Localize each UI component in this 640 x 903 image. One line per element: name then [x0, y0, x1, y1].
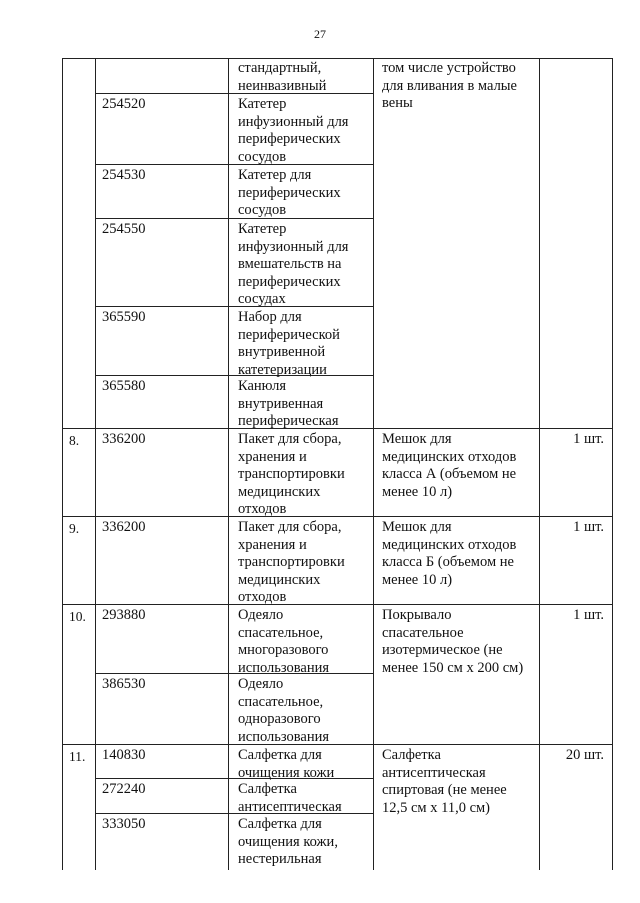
item-name: Салфетка для очищения кожи, нестерильная [238, 816, 338, 867]
item-code: 365580 [102, 378, 146, 394]
page-number: 27 [314, 27, 326, 41]
item-code: 272240 [102, 781, 146, 797]
item-description: Мешок для медицинских отходов класса А (объемом не менее 10 л) [382, 431, 517, 500]
item-name: Катетер для периферических сосудов [238, 167, 341, 218]
column-divider-qty [539, 58, 540, 870]
item-name: Пакет для сбора, хранения и транспортировки медицинских отходов [238, 519, 345, 605]
item-name: Набор для периферической внутривенной катетеризации [238, 309, 340, 378]
table-border-left [62, 58, 63, 870]
item-code: 365590 [102, 309, 146, 325]
item-quantity: 1 шт. [573, 519, 604, 535]
row-number: 11. [69, 749, 86, 764]
item-name: Катетер инфузионный для периферических сосудов [238, 96, 349, 165]
item-name: Катетер инфузионный для вмешательств на периферических сосудах [238, 221, 349, 307]
row-number: 8. [69, 433, 80, 448]
column-divider-code [95, 58, 96, 870]
item-description: Салфетка антисептическая спиртовая (не менее 12,5 см х 11,0 см) [382, 747, 507, 816]
item-code: 336200 [102, 431, 146, 447]
column-divider-desc [373, 58, 374, 870]
equipment-table [62, 58, 612, 870]
row-number: 10. [69, 609, 86, 624]
item-name: Одеяло спасательное, одноразового использования [238, 676, 330, 745]
sub-row-divider [95, 93, 373, 94]
item-code: 254550 [102, 221, 146, 237]
item-description: том числе устройство для вливания в малые вены [382, 60, 517, 111]
row-number: 9. [69, 521, 80, 536]
row-divider [62, 744, 612, 745]
item-code: 254530 [102, 167, 146, 183]
item-name: стандартный, неинвазивный [238, 60, 327, 94]
item-name: Салфетка антисептическая [238, 781, 342, 815]
item-name: Одеяло спасательное, многоразового использования [238, 607, 330, 676]
item-name: Пакет для сбора, хранения и транспортировки медицинских отходов [238, 431, 345, 517]
item-quantity: 20 шт. [565, 747, 604, 763]
item-code: 333050 [102, 816, 146, 832]
item-code: 293880 [102, 607, 146, 623]
item-code: 336200 [102, 519, 146, 535]
table-border-right [612, 58, 613, 870]
item-name: Салфетка для очищения кожи [238, 747, 335, 781]
item-code: 386530 [102, 676, 146, 692]
sub-row-divider [95, 673, 373, 674]
item-code: 140830 [102, 747, 146, 763]
item-quantity: 1 шт. [573, 431, 604, 447]
column-divider-name [228, 58, 229, 870]
item-name: Канюля внутривенная периферическая [238, 378, 339, 429]
item-description: Покрывало спасательное изотермическое (не менее 150 см х 200 см) [382, 607, 524, 676]
item-description: Мешок для медицинских отходов класса Б (объемом не менее 10 л) [382, 519, 517, 588]
item-code: 254520 [102, 96, 146, 112]
table-border-top [62, 58, 612, 59]
item-quantity: 1 шт. [573, 607, 604, 623]
